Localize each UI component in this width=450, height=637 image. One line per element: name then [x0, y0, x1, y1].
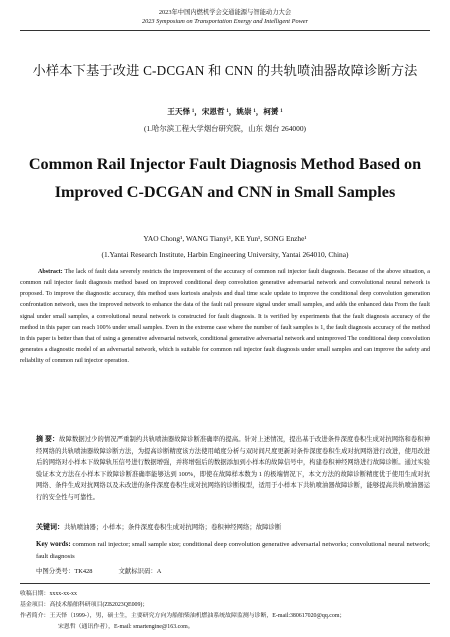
keywords-en-text: common rail injector; small sample size; conditional deep convolution generative adversarial networks; convolutional neural network; fault diagnosis	[36, 541, 430, 560]
author-bio: 作者简介：王天怿（1999-），男，硕士生，主要研究方向为船舶柴油机燃油系统故障监测与诊断，E-mail:380617020@qq.com；	[20, 613, 346, 619]
clc-number: 中图分类号：TK428	[36, 568, 93, 575]
conference-name-en: 2023 Symposium on Transportation Energy and Intelligent Power	[141, 18, 309, 25]
affiliation-en: (1.Yantai Research Institute, Harbin Engineering University, Yantai 264010, China)	[101, 250, 349, 259]
footnote-rule	[20, 583, 430, 584]
abstract-en-text: The lack of fault data severely restricts the improvement of the accuracy of common rail injector fault diagnosis. Because of the above situation, a common rail injector fault diagnosis method based on improved conditional deep convolution generative adversarial network and convolutional neural network is proposed. To improve the diagnostic accuracy, this method uses kurtosis analysis and dual time scale update to improve the conditional deep convolution generation confrontation network, uses the improved network to enhance the data of the fault rail pressure signal under small samples, and adds the enhanced data From the fault signal under small samples, a convolutional neural network is constructed for fault diagnosis. It is verified by experiments that the fault diagnosis accuracy of the method in this paper can reach 100% under small samples. Even in the extreme case where the number of fault samples is 1, the fault diagnosis accuracy of the method in this paper is better than that of using a generative adversarial network, conditional generative adversarial network and unimproved The conditional deep convolution generates a diagnostic model of an adversarial network, which is suitable for common rail injector fault diagnosis under small samples and can improve the safety and reliability of common rail injector operation.	[20, 269, 430, 365]
keywords-en	[36, 538, 430, 563]
abstract-en-label: Abstract:	[38, 269, 63, 275]
abstract-zh	[36, 434, 430, 504]
keywords-en-label: Key words:	[36, 540, 71, 548]
received-date: 收稿日期：xxxx-xx-xx	[20, 591, 77, 597]
corresponding-author: 宋恩哲（通讯作者），E-mail: smartengine@163.com。	[58, 624, 194, 630]
authors-zh: 王天怿 ¹，宋恩哲 ¹，姚崇 ¹，柯赟 ¹	[167, 107, 283, 116]
abstract-zh-text: 故障数据过少的情况严重制约共轨喷油器故障诊断准确率的提高。针对上述情况，提出基于改进条件深度卷积生成对抗网络和卷积神经网络的共轨喷油器故障诊断方法，为提高诊断精度该方法使用峭度分析与双时间尺度更新对条件深度卷积生成对抗网络进行改进，使用改进后的网络对小样本下故障轨压信号进行数据增强，并将增强后的数据添加到小样本的故障信号中，构建卷积神经网络进行故障诊断。通过实验验证本文方法在小样本下故障诊断准确率能够达到 100%，即使在故障样本数为 1 的极端情况下，本文方法的故障诊断精度优于使用生成对抗网络、条件生成对抗网络以及未改进的条件深度卷积生成对抗网络的诊断模型，适用于小样本下共轨喷油器故障诊断，能够提高共轨喷油器运行的安全性与可靠性。	[36, 436, 431, 501]
abstract-zh-label: 摘 要：	[36, 435, 60, 443]
document-code: 文献标识码：A	[118, 568, 162, 575]
footnotes	[20, 589, 430, 633]
paper-title-en: Common Rail Injector Fault Diagnosis Method Based on Improved C-DCGAN and CNN in Small Samples	[28, 155, 422, 201]
affiliation-zh: (1.哈尔滨工程大学烟台研究院，山东 烟台 264000)	[144, 124, 306, 133]
keywords-zh-label: 关键词：	[36, 523, 64, 531]
conference-header	[0, 8, 450, 26]
fund-project: 基金项目：高技术船舶科研项目(ZB2023QE009)；	[20, 602, 149, 608]
classification-line	[36, 566, 430, 575]
paper-title-zh: 小样本下基于改进 C-DCGAN 和 CNN 的共轨喷油器故障诊断方法	[32, 63, 418, 78]
keywords-zh-text: 共轨喷油器；小样本；条件深度卷积生成对抗网络；卷积神经网络；故障诊断	[64, 524, 282, 531]
conference-name-zh: 2023年中国内燃机学会交通能源与智能动力大会	[158, 9, 292, 16]
authors-en: YAO Chong¹, WANG Tianyi¹, KE Yun¹, SONG Enzhe¹	[143, 234, 307, 243]
header-rule	[20, 30, 430, 31]
abstract-en	[20, 267, 430, 367]
keywords-zh	[36, 522, 430, 533]
